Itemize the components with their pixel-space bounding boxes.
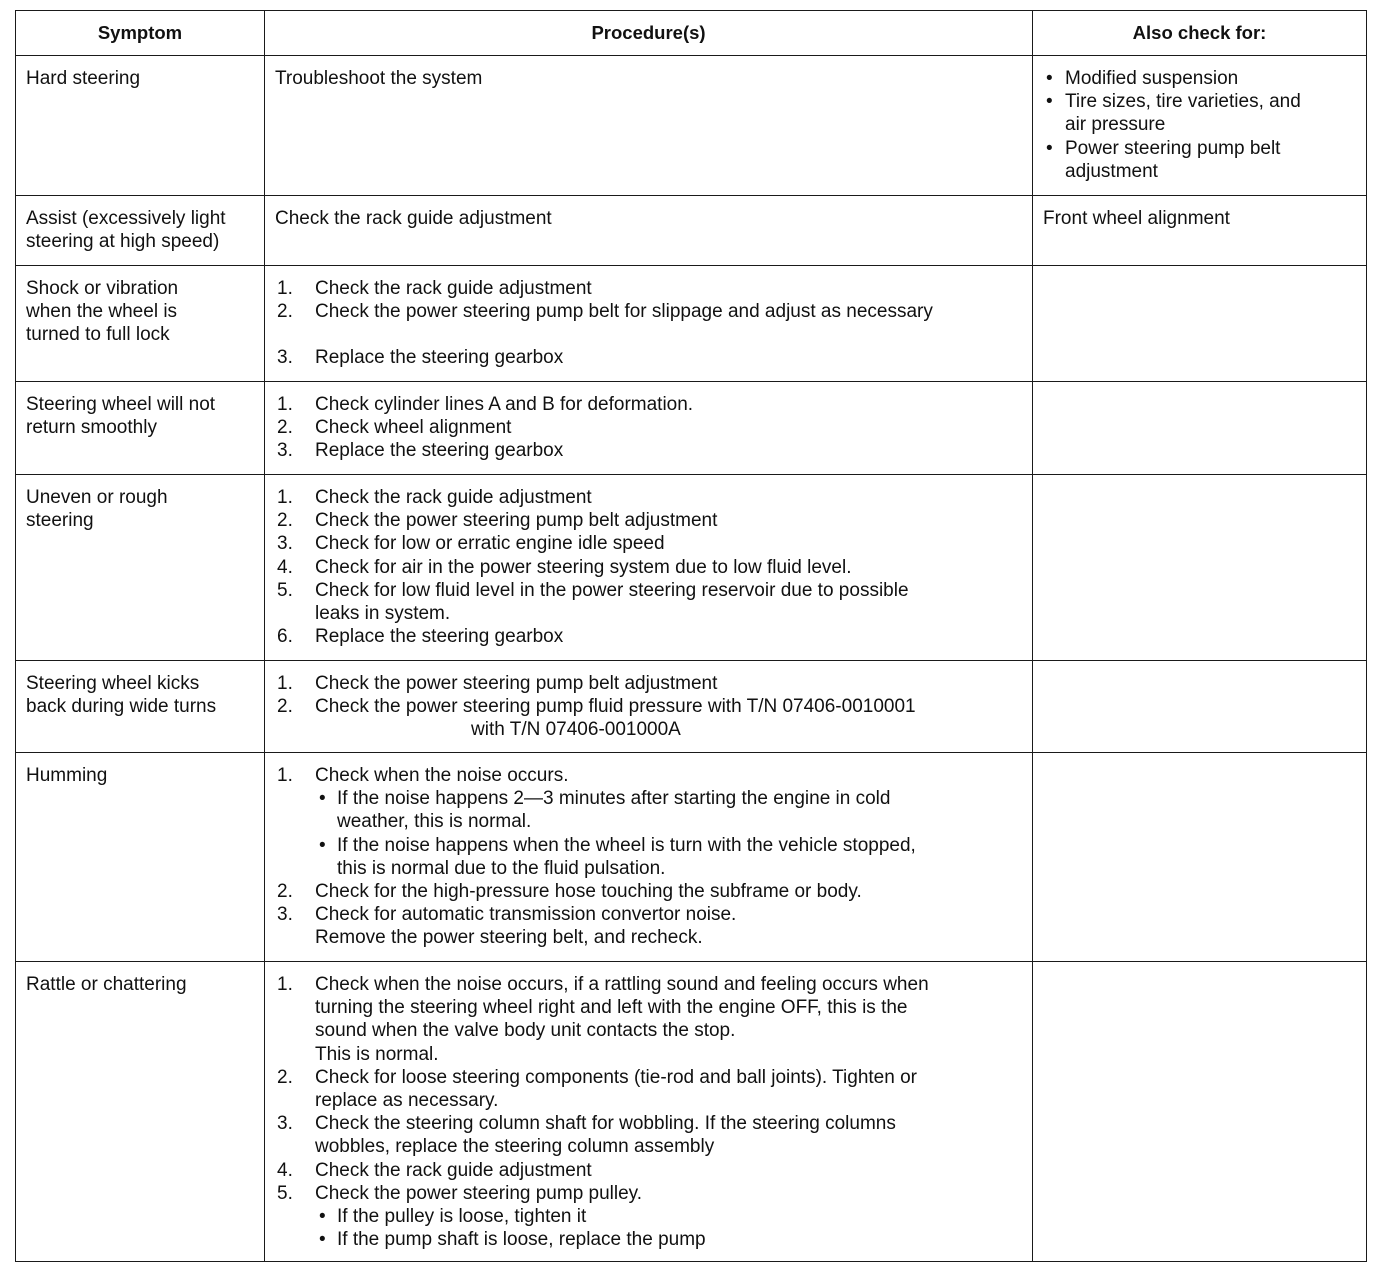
procedure-steps bbox=[275, 672, 1022, 742]
procedure-steps bbox=[275, 973, 1022, 1251]
table-row bbox=[16, 266, 1367, 382]
troubleshooting-table bbox=[15, 10, 1367, 1262]
procedure-text: Check the rack guide adjustment bbox=[275, 208, 552, 229]
list-item: 2. Check for loose steering components (tie-rod and ball joints). Tighten or replace as necessary. bbox=[277, 1066, 917, 1112]
symptom-line: Hard steering bbox=[26, 68, 141, 89]
list-item: 5. Check the power steering pump pulley. • If the pulley is loose, tighten it • If the pump shaft is loose, replace the pump bbox=[275, 1182, 1022, 1252]
symptom-cell: Steering wheel kicks back during wide turns bbox=[16, 661, 265, 753]
table-row bbox=[16, 962, 1367, 1262]
header-symptom: Symptom bbox=[16, 11, 265, 56]
bullet-icon: • bbox=[319, 1206, 326, 1228]
list-item: 3. Replace the steering gearbox bbox=[277, 347, 564, 369]
symptom-cell bbox=[16, 56, 265, 196]
procedure-steps bbox=[275, 393, 1022, 463]
also-check-text: Front wheel alignment bbox=[1043, 208, 1230, 229]
table-row bbox=[16, 753, 1367, 962]
symptom-cell: Assist (excessively light steering at high speed) bbox=[16, 196, 265, 266]
sub-bullets bbox=[315, 787, 1022, 880]
list-item: 3. Replace the steering gearbox bbox=[277, 440, 564, 462]
list-item: 1. Check when the noise occurs, if a rattling sound and feeling occurs when turning the steering wheel right and left with the engine OFF, this is the sound when the valve body unit contacts the stop. This is normal. bbox=[277, 974, 929, 1065]
header-procedures: Procedure(s) bbox=[265, 11, 1033, 56]
procedure-steps bbox=[275, 764, 1022, 950]
table-row bbox=[16, 382, 1367, 475]
also-check-cell bbox=[1033, 382, 1367, 475]
procedure-cell bbox=[265, 475, 1033, 661]
table-row bbox=[16, 56, 1367, 196]
also-check-cell bbox=[1033, 475, 1367, 661]
procedure-cell bbox=[265, 266, 1033, 382]
list-item: 3. Check for low or erratic engine idle speed bbox=[277, 533, 665, 555]
list-item: 4. Check for air in the power steering system due to low fluid level. bbox=[277, 556, 852, 578]
symptom-cell: Rattle or chattering bbox=[16, 962, 265, 1262]
table-row bbox=[16, 475, 1367, 661]
bullet-icon: • bbox=[319, 1229, 326, 1251]
also-check-cell bbox=[1033, 196, 1367, 266]
also-check-cell bbox=[1033, 753, 1367, 962]
list-item: 5. Check for low fluid level in the power steering reservoir due to possible leaks in system. bbox=[277, 579, 909, 625]
symptom-cell: Humming bbox=[16, 753, 265, 962]
procedure-cell bbox=[265, 382, 1033, 475]
also-check-cell bbox=[1033, 962, 1367, 1262]
list-item: 1. Check the rack guide adjustment bbox=[277, 487, 592, 508]
list-item: • Tire sizes, tire varieties, and air pressure bbox=[1046, 91, 1301, 136]
procedure-cell bbox=[265, 196, 1033, 266]
bullet-icon: • bbox=[319, 834, 326, 856]
procedure-cell bbox=[265, 753, 1033, 962]
list-item: 2. Check wheel alignment bbox=[277, 417, 512, 439]
list-item: • Power steering pump belt adjustment bbox=[1046, 137, 1281, 182]
symptom-cell: Steering wheel will not return smoothly bbox=[16, 382, 265, 475]
list-item: • If the pulley is loose, tighten it bbox=[319, 1206, 587, 1228]
list-item: 2. Check the power steering pump fluid pressure with T/N 07406-0010001 with T/N 07406-001000A bbox=[277, 696, 916, 741]
also-check-cell bbox=[1033, 266, 1367, 382]
list-item: 1. Check cylinder lines A and B for deformation. bbox=[277, 394, 694, 415]
list-item: 2. Check the power steering pump belt adjustment bbox=[277, 510, 718, 532]
list-item: 3. Check the steering column shaft for wobbling. If the steering columns wobbles, replace the steering column assembly bbox=[277, 1113, 896, 1158]
bullet-icon: • bbox=[1046, 68, 1053, 89]
list-item: 6. Replace the steering gearbox bbox=[277, 626, 564, 648]
procedure-text: Troubleshoot the system bbox=[275, 68, 483, 89]
list-item: 1. Check the rack guide adjustment bbox=[277, 278, 592, 299]
procedure-steps bbox=[275, 277, 1022, 370]
list-item: • If the noise happens when the wheel is turn with the vehicle stopped, this is normal due to the fluid pulsation. bbox=[319, 834, 916, 879]
list-item: 1. Check when the noise occurs. • If the noise happens 2—3 minutes after starting the engine in cold weather, this is normal. • If the noise happens when the wheel is turn with the vehicle stopped, this is normal due to the fluid pulsation. bbox=[275, 764, 1022, 880]
also-check-cell bbox=[1033, 56, 1367, 196]
bullet-icon: • bbox=[319, 788, 326, 810]
list-item: 3. Check for automatic transmission convertor noise. Remove the power steering belt, and recheck. bbox=[277, 904, 737, 949]
header-also-check: Also check for: bbox=[1033, 11, 1367, 56]
list-item: 2. Check the power steering pump belt for slippage and adjust as necessary bbox=[277, 301, 933, 323]
procedure-steps bbox=[275, 486, 1022, 648]
procedure-cell bbox=[265, 661, 1033, 753]
procedure-cell bbox=[265, 56, 1033, 196]
sub-bullets bbox=[315, 1205, 1022, 1251]
header-row bbox=[16, 11, 1367, 56]
table-row bbox=[16, 661, 1367, 753]
also-check-cell bbox=[1033, 661, 1367, 753]
list-item: • If the noise happens 2—3 minutes after starting the engine in cold weather, this is normal. bbox=[319, 788, 891, 833]
bullet-icon: • bbox=[1046, 137, 1053, 159]
procedure-cell bbox=[265, 962, 1033, 1262]
also-check-list bbox=[1043, 67, 1358, 183]
list-item: 4. Check the rack guide adjustment bbox=[277, 1159, 592, 1181]
symptom-cell: Shock or vibration when the wheel is turned to full lock bbox=[16, 266, 265, 382]
table-row bbox=[16, 196, 1367, 266]
list-item: 1. Check the power steering pump belt adjustment bbox=[277, 673, 718, 694]
list-item: • If the pump shaft is loose, replace the pump bbox=[319, 1229, 706, 1251]
list-item: • Modified suspension bbox=[1046, 68, 1239, 89]
bullet-icon: • bbox=[1046, 91, 1053, 113]
list-item: 2. Check for the high-pressure hose touching the subframe or body. bbox=[277, 881, 862, 903]
symptom-cell: Uneven or rough steering bbox=[16, 475, 265, 661]
